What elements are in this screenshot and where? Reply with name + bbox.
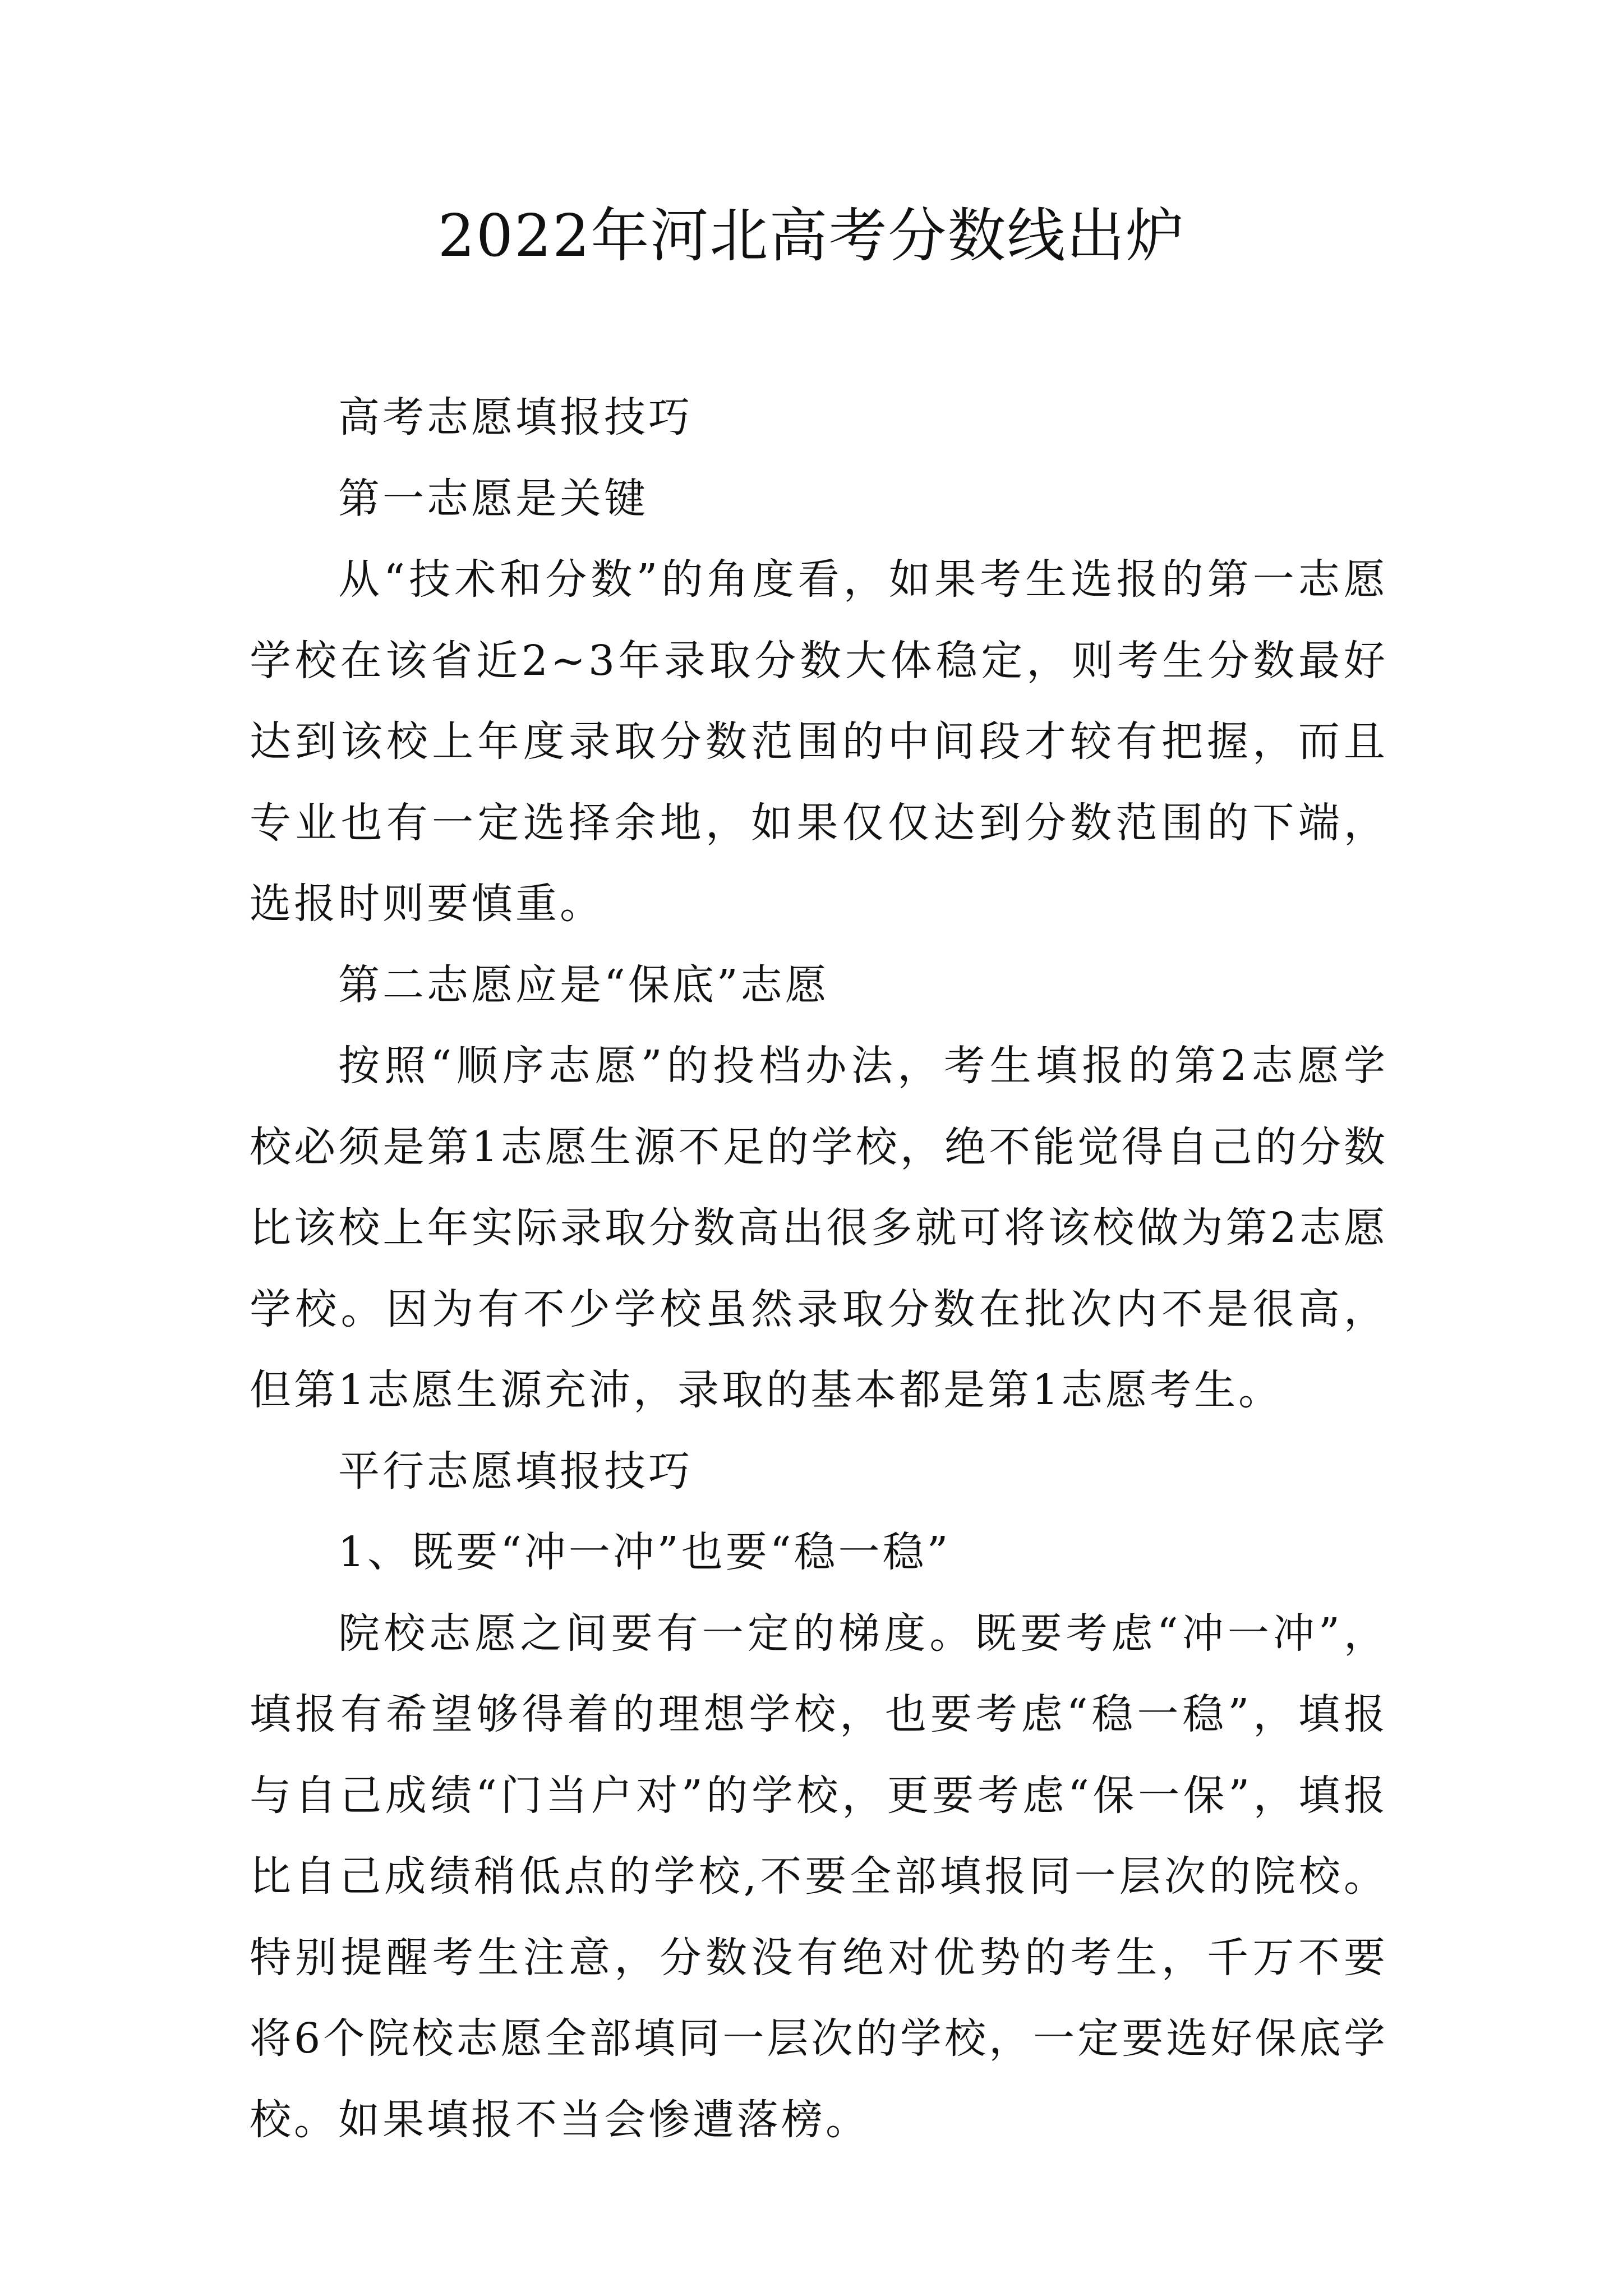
document-body	[250, 377, 1388, 2160]
paragraph-rush-and-steady: 院校志愿之间要有一定的梯度。既要考虑“冲一冲”，填报有希望够得着的理想学校，也要考虑“稳一稳”，填报与自己成绩“门当户对”的学校，更要考虑“保一保”，填报比自己成绩稍低点的学校,不要全部填报同一层次的院校。特别提醒考生注意，分数没有绝对优势的考生，千万不要将6个院校志愿全部填同一层次的学校，一定要选好保底学校。如果填报不当会惨遭落榜。	[250, 1609, 1388, 2144]
section-heading-first-choice: 第一志愿是关键	[338, 474, 648, 523]
document-title: 2022年河北高考分数线出炉	[437, 201, 1186, 270]
section-heading-parallel-tips: 平行志愿填报技巧	[338, 1447, 693, 1496]
paragraph-second-choice: 按照“顺序志愿”的投档办法，考生填报的第2志愿学校必须是第1志愿生源不足的学校，绝不能觉得自己的分数比该校上年实际录取分数高出很多就可将该校做为第2志愿学校。因为有不少学校虽然录取分数在批次内不是很高，但第1志愿生源充沛，录取的基本都是第1志愿考生。	[250, 1042, 1388, 1414]
section-heading-second-choice: 第二志愿应是“保底”志愿	[338, 960, 829, 1009]
paragraph-first-choice: 从“技术和分数”的角度看，如果考生选报的第一志愿学校在该省近2~3年录取分数大体稳定，则考生分数最好达到该校上年度录取分数范围的中间段才较有把握，而且专业也有一定选择余地，如果仅仅达到分数范围的下端，选报时则要慎重。	[250, 555, 1388, 928]
section-heading-rush-and-steady: 1、既要“冲一冲”也要“稳一稳”	[338, 1528, 951, 1576]
section-heading-tips: 高考志愿填报技巧	[338, 393, 693, 441]
